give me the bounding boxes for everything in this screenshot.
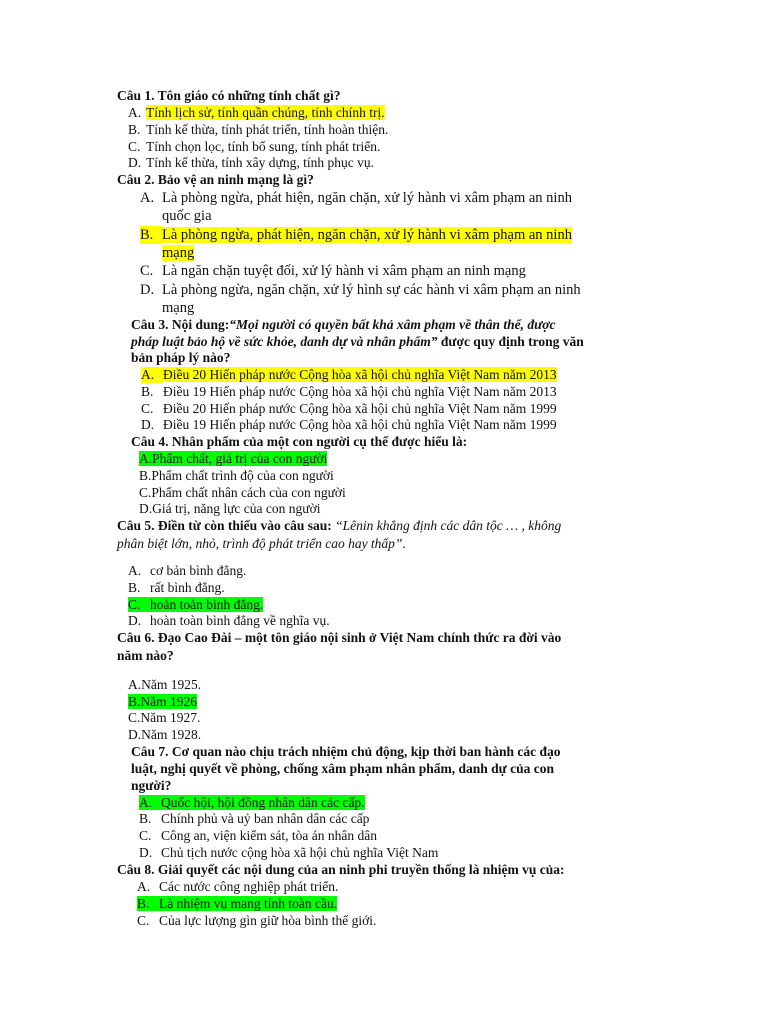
question-8-option-a: A. Các nước công nghiệp phát triển.: [137, 879, 339, 894]
question-2-option-a-cont: quốc gia: [162, 208, 212, 224]
question-5-option-a: A. cơ bản bình đẳng.: [128, 563, 247, 578]
question-5-option-c: C. hoàn toàn bình đẳng.: [128, 597, 264, 612]
question-6-option-d: D.Năm 1928.: [128, 727, 202, 742]
question-3-option-a: A. Điều 20 Hiến pháp nước Cộng hòa xã hội chủ nghĩa Việt Nam năm 2013: [141, 367, 557, 382]
question-4-option-b: B.Phẩm chất trình độ của con người: [139, 468, 334, 483]
question-5-title-line1: Câu 5. Điền từ còn thiếu vào câu sau: “Lênin khẳng định các dân tộc … , không: [117, 518, 562, 533]
question-1-option-b: B. Tính kế thừa, tính phát triển, tính hoàn thiện.: [128, 122, 389, 137]
question-8-option-b: B. Là nhiệm vụ mang tính toàn cầu.: [137, 896, 338, 911]
question-8-option-c: C. Của lực lượng gìn giữ hòa bình thế giới.: [137, 913, 377, 928]
question-3-option-b: B. Điều 19 Hiến pháp nước Cộng hòa xã hội chủ nghĩa Việt Nam năm 2013: [141, 384, 557, 399]
question-7-option-d: D. Chủ tịch nước cộng hòa xã hội chủ nghĩa Việt Nam: [139, 845, 439, 860]
question-4-option-a: A.Phẩm chất, giá trị của con người: [139, 451, 328, 466]
question-1-option-c: C. Tính chọn lọc, tính bổ sung, tính phát triển.: [128, 139, 381, 154]
question-2-option-d: D. Là phòng ngừa, ngăn chặn, xử lý hình sự các hành vi xâm phạm an ninh: [140, 282, 581, 298]
question-2-option-c: C. Là ngăn chặn tuyệt đối, xử lý hành vi xâm phạm an ninh mạng: [140, 263, 526, 279]
question-4-title: Câu 4. Nhân phẩm của một con người cụ thể được hiểu là:: [131, 434, 468, 449]
question-3-option-d: D. Điều 19 Hiến pháp nước Cộng hòa xã hội chủ nghĩa Việt Nam năm 1999: [141, 417, 557, 432]
question-3-title-line3: bản pháp lý nào?: [131, 350, 231, 365]
question-5-option-b: B. rất bình đẳng.: [128, 580, 225, 595]
question-6-option-a: A.Năm 1925.: [128, 677, 202, 692]
question-2-option-b: B. Là phòng ngừa, phát hiện, ngăn chặn, xử lý hành vi xâm phạm an ninh: [140, 227, 572, 243]
question-1-option-a: A. Tính lịch sử, tính quần chúng, tính chính trị.: [128, 105, 385, 120]
question-6-option-c: C.Năm 1927.: [128, 710, 201, 725]
question-1-option-d: D. Tính kế thừa, tính xây dựng, tính phục vụ.: [128, 155, 374, 170]
question-4-option-c: C.Phẩm chất nhân cách của con người: [139, 485, 346, 500]
question-7-option-a: A. Quốc hội, hội đồng nhân dân các cấp.: [139, 795, 365, 810]
question-3-title-line1: Câu 3. Nội dung:“Mọi người có quyền bất khả xâm phạm về thân thể, được: [131, 317, 556, 332]
question-8-title: Câu 8. Giải quyết các nội dung của an ninh phi truyền thống là nhiệm vụ của:: [117, 862, 565, 877]
question-7-option-b: B. Chính phủ và uỷ ban nhân dân các cấp: [139, 811, 370, 826]
question-6-title-line2: năm nào?: [117, 648, 174, 663]
question-7-option-c: C. Công an, viện kiểm sát, tòa án nhân dân: [139, 828, 377, 843]
question-4-option-d: D.Giá trị, năng lực của con người: [139, 501, 321, 516]
question-3-option-c: C. Điều 20 Hiến pháp nước Cộng hòa xã hội chủ nghĩa Việt Nam năm 1999: [141, 401, 557, 416]
question-1-title: Câu 1. Tôn giáo có những tính chất gì?: [117, 88, 341, 103]
question-2-option-d-cont: mạng: [162, 300, 195, 316]
question-3-title-line2: pháp luật bảo hộ về sức khỏe, danh dự và nhân phẩm” được quy định trong văn: [131, 334, 584, 349]
question-2-option-a: A. Là phòng ngừa, phát hiện, ngăn chặn, xử lý hành vi xâm phạm an ninh: [140, 190, 572, 206]
question-2-title: Câu 2. Bảo vệ an ninh mạng là gì?: [117, 172, 314, 187]
question-7-title-line3: người?: [131, 778, 172, 793]
question-7-title-line2: luật, nghị quyết về phòng, chống xâm phạm nhân phẩm, danh dự của con: [131, 761, 554, 776]
question-2-option-b-cont: mạng: [162, 245, 195, 261]
question-5-title-line2: phân biệt lớn, nhỏ, trình độ phát triển cao hay thấp”.: [117, 536, 406, 551]
question-6-title-line1: Câu 6. Đạo Cao Đài – một tôn giáo nội sinh ở Việt Nam chính thức ra đời vào: [117, 630, 562, 645]
question-6-option-b: B.Năm 1926: [128, 694, 198, 709]
question-7-title-line1: Câu 7. Cơ quan nào chịu trách nhiệm chủ động, kịp thời ban hành các đạo: [131, 744, 561, 759]
question-5-option-d: D. hoàn toàn bình đẳng về nghĩa vụ.: [128, 613, 330, 628]
